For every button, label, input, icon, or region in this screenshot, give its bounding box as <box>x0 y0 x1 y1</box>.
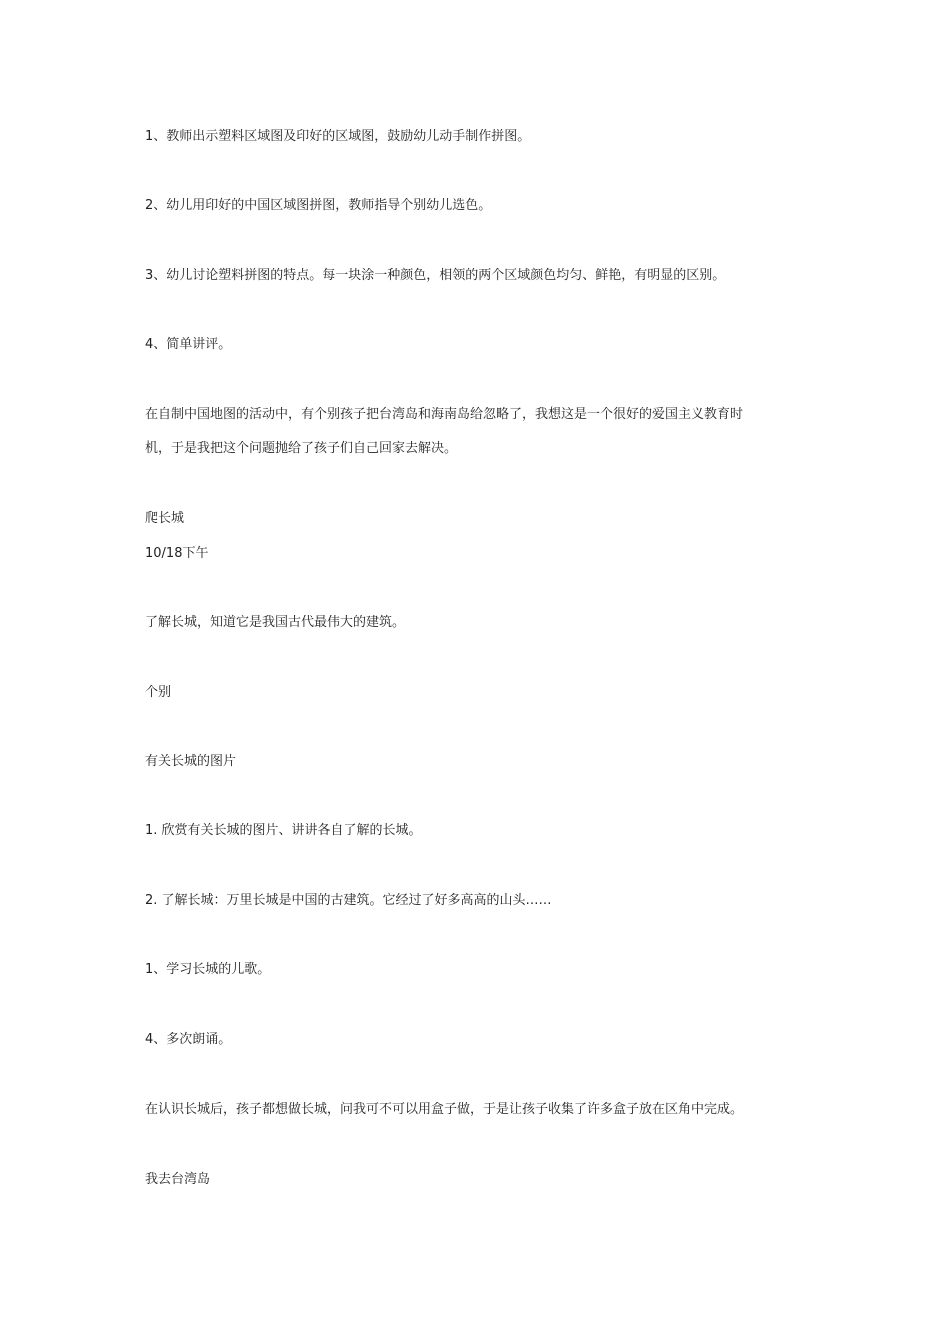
activity-reflection: 在认识长城后，孩子都想做长城，问我可不可以用盒子做，于是让孩子收集了许多盒子放在区角中完成。 <box>145 1102 744 1117</box>
activity-title: 爬长城 <box>145 511 185 526</box>
step-3-line: 3、幼儿讨论塑料拼图的特点。每一块涂一种颜色，相领的两个区域颜色均匀、鲜艳，有明显的区别。 <box>145 268 726 283</box>
activity-time: 10/18下午 <box>145 546 209 561</box>
activity-step-2: 2. 了解长城：万里长城是中国的古建筑。它经过了好多高高的山头…… <box>145 893 552 908</box>
activity-materials: 有关长城的图片 <box>145 754 237 769</box>
activity-goal: 了解长城，知道它是我国古代最伟大的建筑。 <box>145 615 406 630</box>
step-2-line: 2、幼儿用印好的中国区域图拼图，教师指导个别幼儿选色。 <box>145 198 492 213</box>
next-activity-title: 我去台湾岛 <box>145 1172 211 1187</box>
step-1-line: 1、教师出示塑料区域图及印好的区域图，鼓励幼儿动手制作拼图。 <box>145 129 531 144</box>
activity-form: 个别 <box>145 685 172 700</box>
activity-step-3: 1、学习长城的儿歌。 <box>145 962 271 977</box>
reflection-line-1: 在自制中国地图的活动中，有个别孩子把台湾岛和海南岛给忽略了，我想这是一个很好的爱国主义教育时 <box>145 407 744 422</box>
reflection-line-2: 机，于是我把这个问题抛给了孩子们自己回家去解决。 <box>145 441 458 456</box>
step-4-line: 4、简单讲评。 <box>145 337 232 352</box>
activity-step-4: 4、多次朗诵。 <box>145 1032 232 1047</box>
activity-step-1: 1. 欣赏有关长城的图片、讲讲各自了解的长城。 <box>145 823 422 838</box>
